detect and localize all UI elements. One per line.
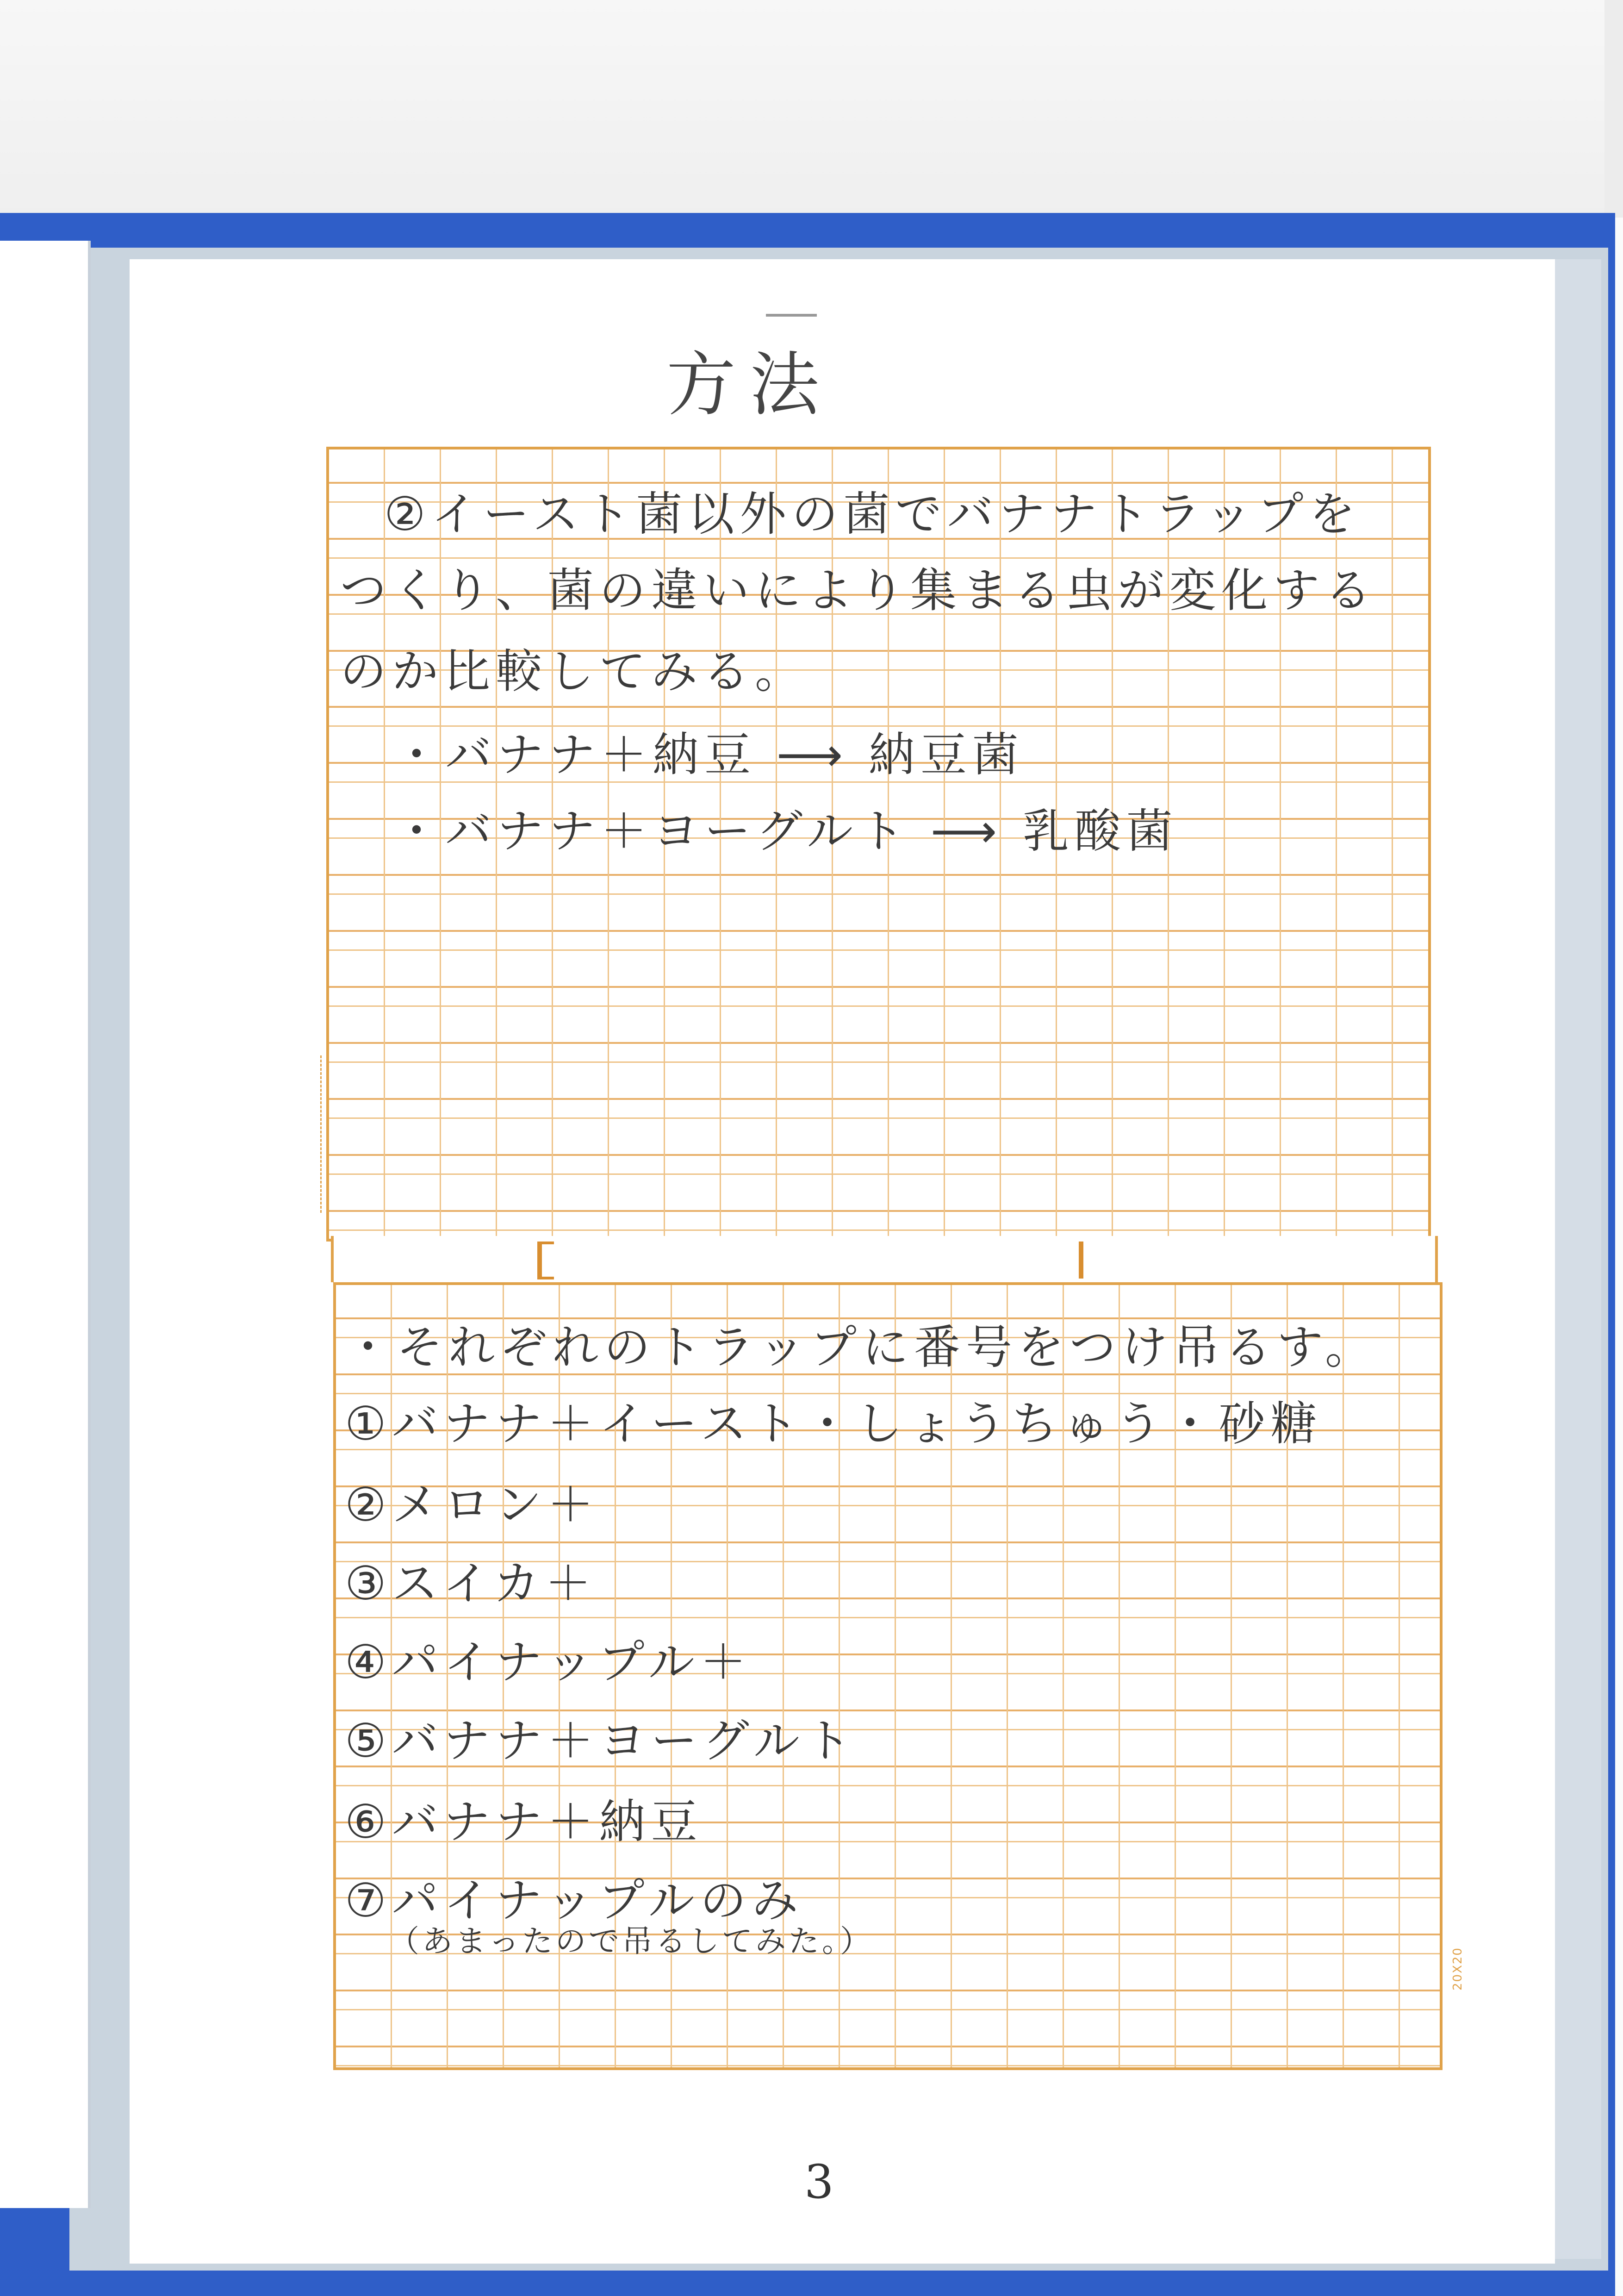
method-line-2: つくり、菌の違いにより集まる虫が変化する <box>340 563 1377 618</box>
method-line-5: ・バナナ＋ヨーグルト ⟶ 乳酸菌 <box>393 804 1178 858</box>
grid-size-code: 20X20 <box>1451 1947 1465 1990</box>
grid-center-divider <box>331 1236 1438 1282</box>
trap-item-1: ①バナナ＋イースト・しょうちゅう・砂糖 <box>345 1397 1323 1451</box>
trap-item-7: ⑦パイナップルのみ <box>345 1873 804 1928</box>
top-mark <box>766 314 817 317</box>
trap-item-5: ⑤バナナ＋ヨーグルト <box>345 1714 857 1768</box>
trap-item-3: ③スイカ＋ <box>345 1556 597 1610</box>
fold-bracket-right <box>1079 1242 1083 1279</box>
margin-guide <box>320 1055 324 1213</box>
trap-intro-line: ・それぞれのトラップに番号をつけ吊るす。 <box>345 1320 1377 1374</box>
fold-bracket-left <box>537 1242 554 1279</box>
trap-item-2: ②メロン＋ <box>345 1478 599 1532</box>
trap-item-7-note: （あまったので吊るしてみた。） <box>389 1923 873 1959</box>
method-line-3: のか比較してみる。 <box>340 644 807 699</box>
left-page-sleeve <box>0 241 91 2208</box>
scanner-corner <box>1604 0 1623 218</box>
page-number: 3 <box>804 2155 834 2209</box>
page-title: 方法 <box>666 345 833 425</box>
trap-item-6: ⑥バナナ＋納豆 <box>345 1795 703 1849</box>
method-line-1: ②イースト菌以外の菌でバナナトラップを <box>384 487 1361 541</box>
method-line-4: ・バナナ＋納豆 ⟶ 納豆菌 <box>393 728 1024 782</box>
trap-item-4: ④パイナップル＋ <box>345 1635 752 1689</box>
scanner-top-strip <box>0 0 1623 218</box>
